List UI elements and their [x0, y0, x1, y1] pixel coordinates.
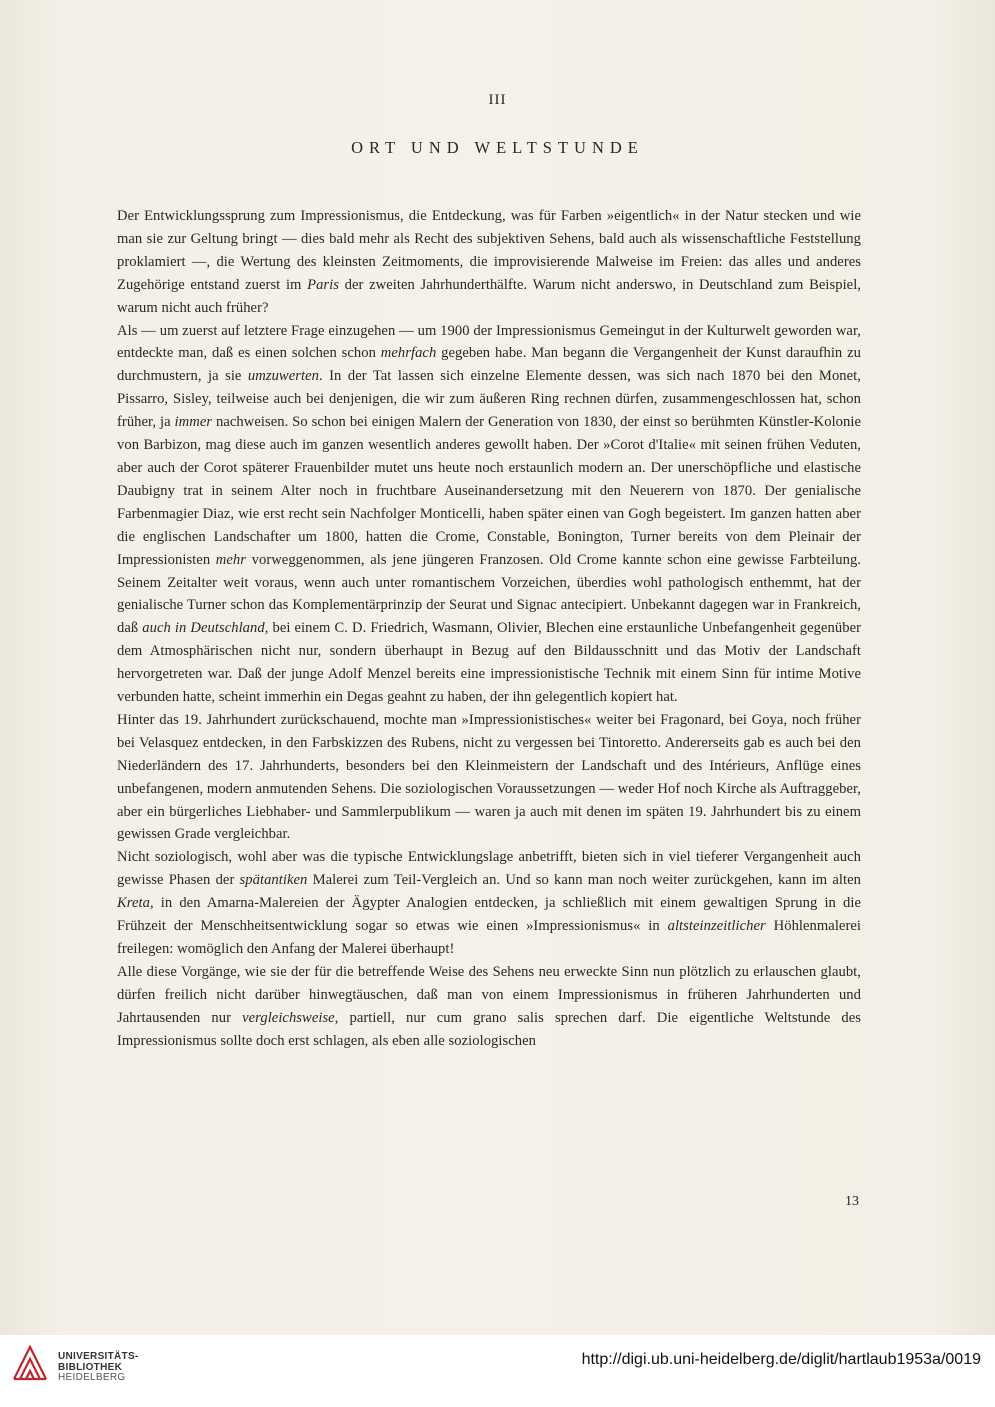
text-run: Malerei zum Teil-Vergleich an. Und so kann man noch weiter zurückgehen, kann im alten — [307, 872, 861, 889]
italic-text: umzuwerten — [247, 368, 319, 385]
italic-text: Kreta — [117, 895, 150, 912]
library-line-2: BIBLIOTHEK — [58, 1361, 123, 1373]
text-run: gegeben habe. Man begann die Vergangenheit der Kunst daraufhin zu durchmustern, ja sie — [117, 345, 861, 385]
text-run: Der Entwicklungssprung zum Impressionismus, die Entdeckung, was für Farben »eigentlich« in der Natur stecken und wie man sie zur Geltung bringt — dies bald mehr als Recht des subjektiven Sehens, bald auch als wissenschaftliche Feststellung proklamiert —, die Wertung des kleinsten Zeitmoments, die improvisierende Malweise im Freien: das alles und anderes Zugehörige entstand zuerst im — [117, 208, 861, 293]
text-run: , in den Amarna-Malereien der Ägypter Analogien entdecken, ja schließlich mit einem gewaltigen Sprung in die Frühzeit der Menschheitsentwicklung sogar so etwas wie einen »Impressionismus« in — [117, 895, 861, 935]
text-run: Als — um zuerst auf letztere Frage einzugehen — um 1900 der Impressionismus Gemeingut in der Kulturwelt geworden war, entdeckte man, daß es einen solchen schon — [117, 322, 861, 362]
source-url[interactable]: http://digi.ub.uni-heidelberg.de/diglit/hartlaub1953a/0019 — [581, 1351, 981, 1368]
italic-text: spätantiken — [239, 872, 308, 889]
italic-text: Paris — [307, 276, 339, 293]
paragraph — [117, 846, 861, 961]
text-run: nachweisen. So schon bei einigen Malern der Generation von 1830, der einst so berühmten Künstler-Kolonie von Barbizon, mag diese auch im ganzen wesentlich anderes gewollt haben. Der »Corot d'Italie« mit seinen frühen Veduten, aber auch der Corot späterer Frauenbilder mutet uns heute noch erstaunlich modern an. Der unerschöpfliche und elastische Daubigny trat in seinem Alter noch in fruchtbare Auseinandersetzung mit den Neuerern von 1870. Der genialische Farbenmagier Diaz, wie erst recht sein Nachfolger Monticelli, haben später einen van Gogh begeistert. Im ganzen hatten aber die englischen Landschafter um 1800, hatten die Crome, Constable, Bonington, Turner bereits von dem Pleinair der Impressionisten — [117, 414, 862, 568]
library-line-1: UNIVERSITÄTS- — [58, 1351, 139, 1362]
paragraph — [117, 205, 861, 320]
paragraph — [117, 961, 861, 1053]
text-run: , bei einem C. D. Friedrich, Wasmann, Olivier, Blechen eine erstaunliche Unbefangenheit gegenüber dem Atmosphärischen nicht nur, sondern überhaupt in Bezug auf den Bildausschnitt und das Motiv der Landschaft hervorgetreten war. Daß der junge Adolf Menzel bereits eine impressionistische Technik mit einem Sinn für intime Motive verbunden hatte, scheint immerhin ein Degas geahnt zu haben, der ihn gelegentlich kopiert hat. — [117, 620, 862, 706]
library-name — [58, 1352, 139, 1384]
text-run: der zweiten Jahrhunderthälfte. Warum nicht anderswo, in Deutschland zum Beispiel, warum nicht auch früher? — [117, 276, 862, 316]
chapter-number: III — [488, 92, 507, 108]
text-run: Höhlenmalerei freilegen: womöglich den Anfang der Malerei überhaupt! — [117, 918, 861, 957]
text-run: . In der Tat lassen sich einzelne Elemente dessen, was sich nach 1870 bei den Monet, Pissarro, Sisley, teilweise auch bei denjenigen, die wir zum äußeren Ring rechnen dürfen, zusammengeschlossen hat, schon früher, ja — [117, 368, 861, 431]
text-run: , partiell, nur cum grano salis sprechen darf. Die eigentliche Weltstunde des Impressionismus sollte doch erst schlagen, als eben alle soziologischen — [117, 1009, 861, 1049]
italic-text: mehrfach — [380, 345, 437, 362]
page-number: 13 — [845, 1194, 859, 1209]
paragraph — [117, 320, 861, 709]
italic-text: immer — [174, 414, 213, 431]
italic-text: altsteinzeitlicher — [667, 918, 766, 935]
footer-bar — [0, 1335, 995, 1407]
italic-text: mehr — [215, 551, 246, 568]
text-run: vorweggenommen, als jene jüngeren Franzosen. Old Crome kannte schon eine gewisse Farbteilung. Seinem Zeitalter weit voraus, wenn auch unter romantischem Vorzeichen, überdies wohl pathologisch enthemmt, hat der genialische Turner schon das Komplementärprinzip der Seurat und Signac antecipiert. Unbekannt dagegen war in Frankreich, daß — [117, 551, 861, 637]
text-run: Alle diese Vorgänge, wie sie der für die betreffende Weise des Sehens neu erweckte Sinn nun plötzlich zu erlauschen glaubt, dürfen freilich nicht darüber hinwegtäuschen, daß man von einem Impressionismus in früheren Jahrhunderten und Jahrtausenden nur — [117, 963, 861, 1026]
paragraph — [117, 709, 861, 846]
text-run: Hinter das 19. Jahrhundert zurückschauend, mochte man »Impressionistisches« weiter bei Fragonard, bei Goya, noch früher bei Velasquez entdecken, in den Farbskizzen des Rubens, nicht zu vergessen bei Tintoretto. Andererseits gab es auch bei den Niederländern des 17. Jahrhunderts, besonders bei den Kleinmeistern der Landschaft und des Intérieurs, Anflüge eines unbefangenen, modern anmutenden Sehens. Die soziologischen Voraussetzungen — weder Hof noch Kirche als Auftraggeber, aber ein bürgerliches Liebhaber- und Sammlerpublikum — waren ja auch mit denen im späten 19. Jahrhundert bis zu einem gewissen Grade vergleichbar. — [117, 711, 861, 843]
library-logo-icon — [10, 1343, 50, 1383]
italic-text: vergleichsweise — [242, 1009, 335, 1026]
library-line-3: HEIDELBERG — [58, 1372, 126, 1383]
italic-text: auch in Deutschland — [142, 620, 265, 637]
text-run: Nicht soziologisch, wohl aber was die typische Entwicklungslage anbetrifft, bieten sich in viel tieferer Vergangenheit auch gewisse Phasen der — [117, 849, 861, 889]
body-text — [117, 205, 861, 1053]
chapter-title: ORT UND WELTSTUNDE — [351, 138, 644, 157]
